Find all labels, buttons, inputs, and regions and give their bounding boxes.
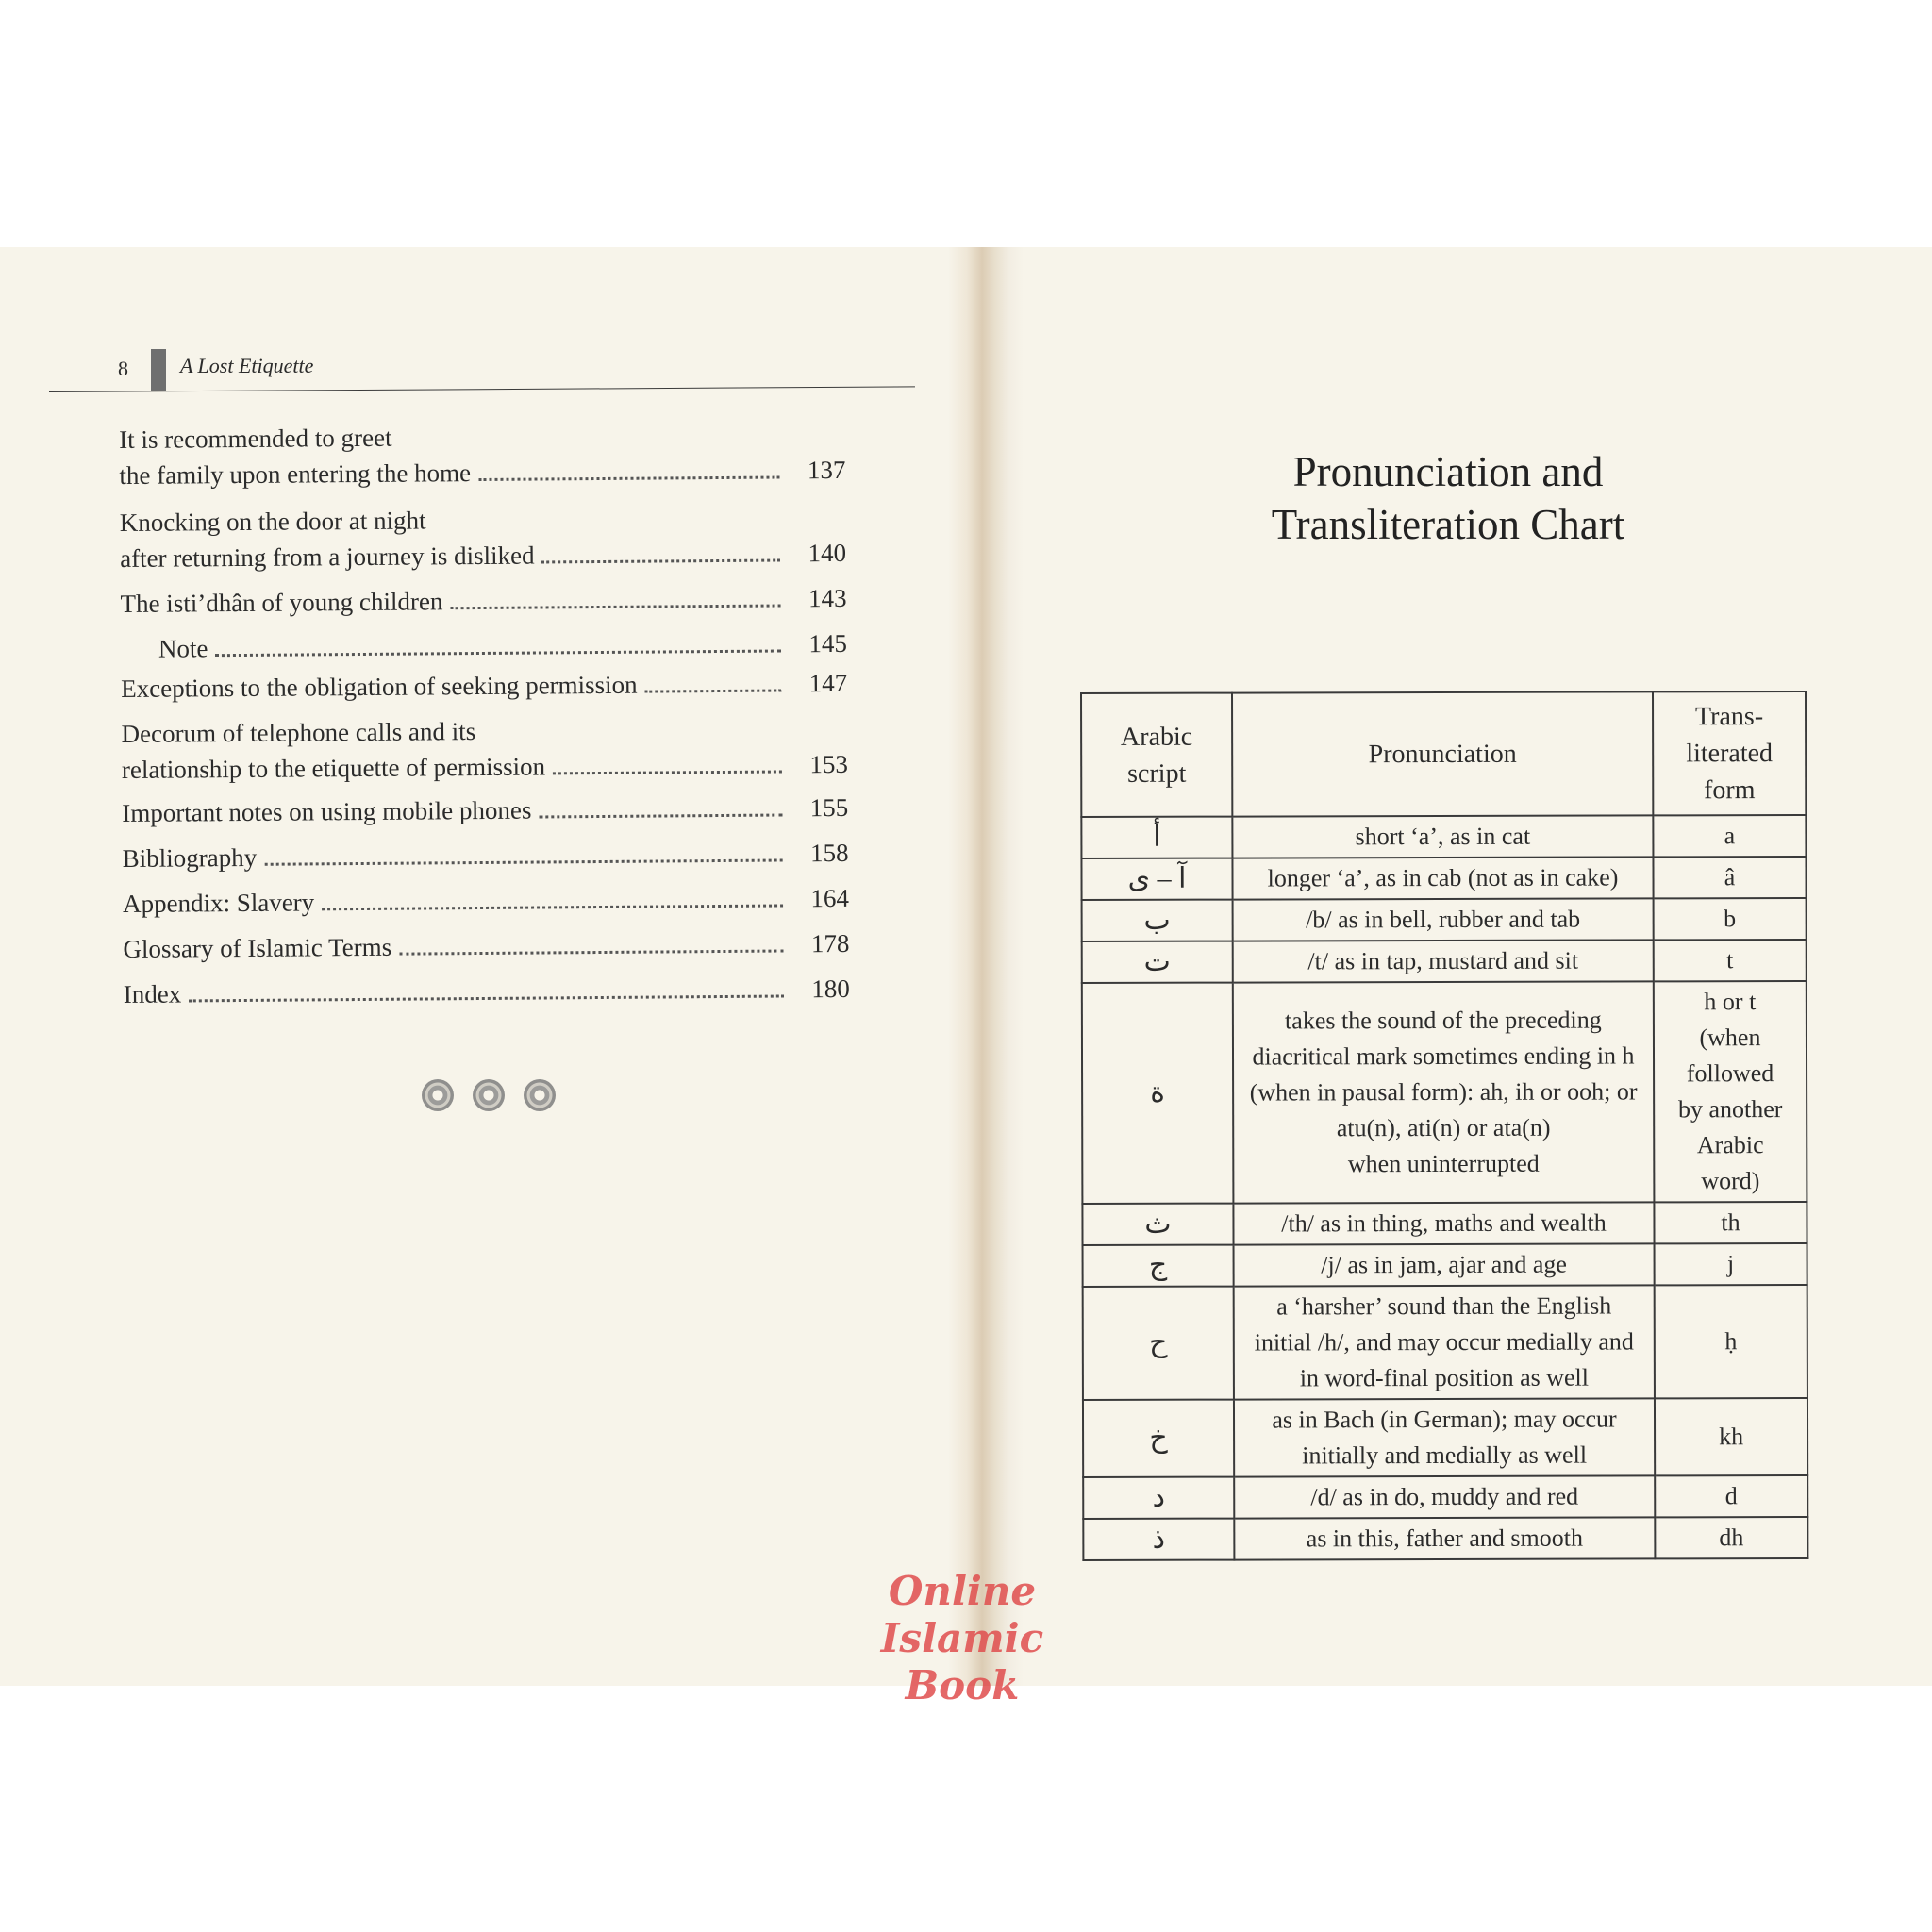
chart-title bbox=[1094, 445, 1802, 551]
table-row bbox=[1083, 1517, 1807, 1560]
header-line: Pronunciation bbox=[1368, 739, 1517, 770]
dot-leader bbox=[542, 558, 781, 563]
transliteration-line: ḥ bbox=[1724, 1327, 1738, 1356]
table-row bbox=[1083, 1475, 1807, 1519]
toc-entry-title: Appendix: Slavery bbox=[122, 888, 315, 918]
pronunciation-line: as in this, father and smooth bbox=[1306, 1524, 1583, 1553]
toc-page-number: 143 bbox=[808, 583, 847, 613]
transliteration-table bbox=[1080, 691, 1808, 1561]
arabic-letter-cell: ذ bbox=[1083, 1519, 1234, 1560]
pronunciation-cell bbox=[1232, 815, 1653, 858]
toc-entry-title: The isti’dhân of young children bbox=[120, 587, 443, 618]
dot-leader bbox=[645, 689, 782, 692]
dot-leader bbox=[478, 476, 779, 482]
toc-entry bbox=[119, 416, 846, 493]
transliteration-cell bbox=[1654, 940, 1807, 981]
header-pronunciation bbox=[1232, 691, 1653, 816]
arabic-letter-cell: ت bbox=[1082, 941, 1233, 983]
toc-entry-last-line bbox=[120, 535, 846, 576]
toc-entry bbox=[122, 790, 848, 831]
header-line: literated bbox=[1686, 739, 1774, 769]
toc-entry-line: Knocking on the door at night bbox=[119, 506, 426, 537]
header-arabic-script bbox=[1081, 693, 1232, 817]
pronunciation-cell bbox=[1234, 1285, 1655, 1399]
transliteration-line: kh bbox=[1719, 1423, 1744, 1451]
header-line: form bbox=[1704, 775, 1756, 806]
toc-page-number: 164 bbox=[810, 883, 850, 913]
toc-entry-title: Note bbox=[158, 634, 208, 663]
toc-entry-line: It is recommended to greet bbox=[119, 423, 392, 454]
pronunciation-line: /b/ as in bell, rubber and tab bbox=[1306, 905, 1581, 934]
dot-leader bbox=[189, 994, 784, 1002]
dot-leader bbox=[322, 904, 783, 910]
toc-entry-last-line bbox=[123, 880, 849, 922]
star-flower-ornament-icon bbox=[473, 1079, 505, 1111]
toc-entry-title: Exceptions to the obligation of seeking permission bbox=[121, 670, 638, 703]
pronunciation-line: (when in pausal form): ah, ih or ooh; or bbox=[1249, 1077, 1638, 1107]
table-row bbox=[1083, 1243, 1807, 1287]
toc-page-number: 180 bbox=[811, 974, 850, 1004]
transliteration-line: th bbox=[1721, 1208, 1740, 1237]
toc-entry-title: relationship to the etiquette of permission bbox=[121, 752, 546, 784]
toc-page-number: 153 bbox=[809, 749, 848, 779]
pronunciation-line: longer ‘a’, as in cab (not as in cake) bbox=[1267, 863, 1619, 892]
pronunciation-cell bbox=[1232, 857, 1653, 899]
page-number: 8 bbox=[118, 357, 128, 380]
arabic-letter-cell: آ – ى bbox=[1081, 858, 1232, 900]
table-row bbox=[1081, 815, 1806, 858]
dot-leader bbox=[399, 949, 783, 955]
arabic-letter-cell: أ bbox=[1081, 817, 1232, 858]
pronunciation-line: /th/ as in thing, maths and wealth bbox=[1281, 1208, 1607, 1238]
transliteration-line: (when bbox=[1699, 1024, 1761, 1052]
dot-leader bbox=[539, 813, 782, 818]
dot-leader bbox=[264, 858, 783, 865]
pronunciation-line: short ‘a’, as in cat bbox=[1355, 822, 1531, 851]
transliteration-cell bbox=[1655, 1285, 1807, 1398]
table-row bbox=[1083, 1285, 1807, 1400]
watermark bbox=[802, 1568, 1123, 1709]
pronunciation-line: initial /h/, and may occur medially and bbox=[1254, 1327, 1634, 1357]
toc-entry bbox=[123, 925, 849, 967]
transliteration-cell bbox=[1654, 1202, 1807, 1243]
table-row bbox=[1083, 1398, 1807, 1477]
transliteration-line: t bbox=[1726, 946, 1734, 974]
table-row bbox=[1081, 857, 1806, 900]
pronunciation-cell bbox=[1233, 1202, 1654, 1244]
toc-entry-last-line bbox=[120, 580, 846, 622]
arabic-letter-cell: ج bbox=[1083, 1245, 1234, 1287]
watermark-line: Book bbox=[905, 1662, 1020, 1708]
pronunciation-cell bbox=[1233, 981, 1655, 1203]
transliteration-line: a bbox=[1724, 822, 1736, 850]
header-rule bbox=[49, 386, 915, 392]
transliteration-cell bbox=[1653, 815, 1806, 857]
transliteration-line: â bbox=[1724, 863, 1736, 891]
pronunciation-cell bbox=[1234, 1517, 1655, 1559]
star-flower-ornament-icon bbox=[422, 1079, 454, 1111]
transliteration-line: followed bbox=[1686, 1059, 1774, 1088]
toc-entry-title: Glossary of Islamic Terms bbox=[123, 932, 392, 963]
arabic-letter-cell: ة bbox=[1082, 983, 1234, 1204]
toc-entry-title: the family upon entering the home bbox=[119, 458, 472, 490]
transliteration-cell bbox=[1653, 857, 1806, 898]
arabic-letter-cell: د bbox=[1083, 1477, 1234, 1519]
chart-title-line: Transliteration Chart bbox=[1271, 501, 1625, 548]
toc-page-number: 158 bbox=[809, 838, 849, 868]
pronunciation-cell bbox=[1233, 898, 1654, 941]
toc-entry bbox=[120, 580, 846, 622]
table-row bbox=[1082, 940, 1807, 983]
pronunciation-line: as in Bach (in German); may occur bbox=[1272, 1405, 1617, 1434]
dot-leader bbox=[450, 604, 780, 609]
pronunciation-line: a ‘harsher’ sound than the English bbox=[1276, 1291, 1612, 1321]
transliteration-line: j bbox=[1726, 1250, 1735, 1278]
toc-page-number: 147 bbox=[808, 668, 848, 698]
running-title: A Lost Etiquette bbox=[180, 354, 314, 377]
transliteration-cell bbox=[1655, 1475, 1807, 1517]
pronunciation-cell bbox=[1234, 1398, 1655, 1476]
arabic-letter-cell: ب bbox=[1082, 900, 1233, 941]
transliteration-cell bbox=[1654, 898, 1807, 940]
pronunciation-cell bbox=[1234, 1475, 1655, 1518]
watermark-line: Online Islamic bbox=[880, 1568, 1044, 1661]
transliteration-line: word) bbox=[1701, 1167, 1760, 1195]
header-transliterated-form bbox=[1653, 691, 1806, 815]
pronunciation-line: takes the sound of the preceding bbox=[1284, 1006, 1602, 1035]
header-line: Trans- bbox=[1694, 702, 1764, 732]
toc-page-number: 140 bbox=[808, 538, 847, 568]
toc-entry bbox=[124, 971, 850, 1012]
transliteration-line: Arabic bbox=[1696, 1131, 1764, 1159]
table-header-row bbox=[1081, 691, 1806, 817]
pronunciation-line: /t/ as in tap, mustard and sit bbox=[1307, 946, 1579, 975]
pronunciation-line: in word-final position as well bbox=[1299, 1363, 1590, 1392]
transliteration-line: h or t bbox=[1704, 988, 1757, 1016]
dot-leader bbox=[215, 649, 781, 657]
toc-entry bbox=[121, 665, 847, 707]
pronunciation-line: atu(n), ati(n) or ata(n) bbox=[1336, 1113, 1551, 1142]
toc-page-number: 145 bbox=[808, 628, 847, 658]
book-gutter bbox=[948, 247, 1024, 1686]
toc-entry-last-line bbox=[123, 925, 849, 967]
toc-entry-last-line bbox=[122, 835, 848, 876]
transliteration-cell bbox=[1655, 1517, 1807, 1558]
transliteration-line: dh bbox=[1719, 1524, 1744, 1552]
toc-entry-last-line bbox=[121, 665, 847, 707]
toc-page-number: 137 bbox=[807, 455, 846, 485]
book-spread bbox=[0, 247, 1932, 1708]
toc-entry-last-line bbox=[122, 790, 848, 831]
transliteration-line: by another bbox=[1677, 1095, 1783, 1124]
pronunciation-line: when uninterrupted bbox=[1347, 1149, 1540, 1178]
star-flower-ornament-icon bbox=[524, 1079, 556, 1111]
toc-entry-line: Decorum of telephone calls and its bbox=[121, 717, 476, 748]
pronunciation-cell bbox=[1233, 940, 1654, 982]
toc-entry bbox=[121, 625, 847, 667]
toc-entry-title: after returning from a journey is disliked bbox=[120, 541, 535, 573]
pronunciation-line: /d/ as in do, muddy and red bbox=[1310, 1482, 1579, 1511]
transliteration-cell bbox=[1655, 1243, 1807, 1285]
toc-entry-last-line bbox=[121, 625, 847, 667]
toc-entry-last-line bbox=[122, 746, 848, 788]
pronunciation-line: diacritical mark sometimes ending in h bbox=[1252, 1041, 1635, 1071]
transliteration-line: b bbox=[1724, 905, 1737, 933]
transliteration-cell bbox=[1655, 1398, 1807, 1475]
table-row bbox=[1082, 1202, 1807, 1245]
header-line: Arabic bbox=[1120, 722, 1193, 752]
toc-entry bbox=[122, 835, 848, 876]
header-bar bbox=[151, 349, 166, 391]
arabic-letter-cell: خ bbox=[1083, 1400, 1234, 1477]
chart-title-line: Pronunciation and bbox=[1292, 448, 1604, 495]
toc-entry-title: Important notes on using mobile phones bbox=[122, 795, 532, 827]
pronunciation-line: initially and medially as well bbox=[1302, 1441, 1588, 1470]
toc-entry-title: Index bbox=[123, 979, 182, 1008]
toc-entry bbox=[120, 499, 847, 576]
pronunciation-cell bbox=[1234, 1243, 1655, 1286]
table-of-contents bbox=[119, 416, 850, 1012]
table-row bbox=[1082, 981, 1807, 1204]
toc-entry-last-line bbox=[124, 971, 850, 1012]
toc-entry-last-line bbox=[119, 452, 845, 493]
ornament-row bbox=[422, 1079, 556, 1111]
toc-page-number: 155 bbox=[809, 792, 849, 823]
toc-entry-title: Bibliography bbox=[122, 842, 258, 873]
toc-entry bbox=[123, 880, 849, 922]
transliteration-line: d bbox=[1724, 1482, 1738, 1510]
toc-entry bbox=[121, 710, 848, 788]
header-line: script bbox=[1127, 758, 1187, 789]
transliteration-cell bbox=[1654, 981, 1807, 1202]
arabic-letter-cell: ث bbox=[1082, 1204, 1233, 1245]
arabic-letter-cell: ح bbox=[1083, 1287, 1234, 1400]
toc-page-number: 178 bbox=[810, 928, 850, 958]
table-row bbox=[1082, 898, 1807, 941]
pronunciation-line: /j/ as in jam, ajar and age bbox=[1321, 1250, 1567, 1279]
dot-leader bbox=[553, 770, 782, 774]
